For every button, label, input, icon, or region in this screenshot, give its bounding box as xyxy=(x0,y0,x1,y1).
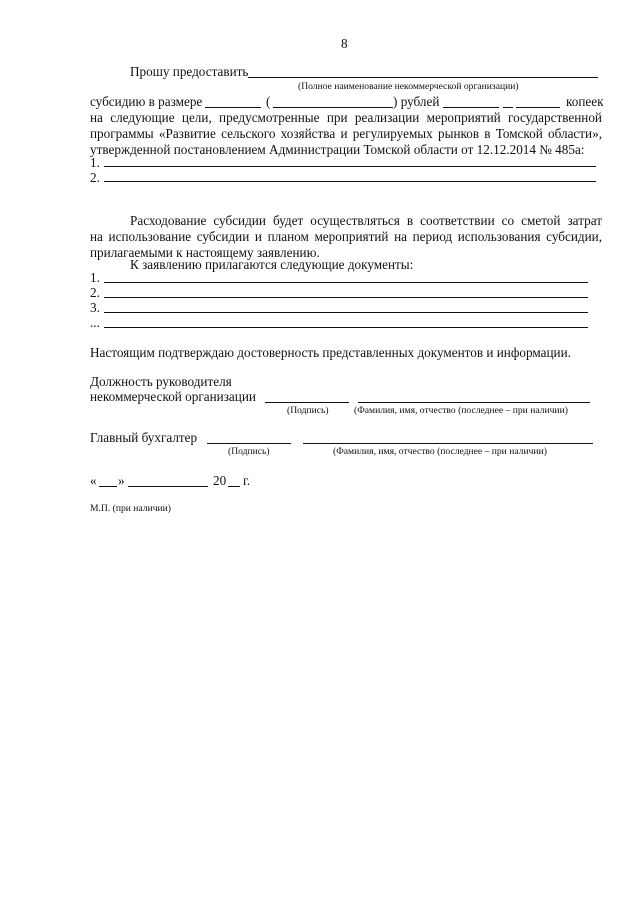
kopecks-words-blank[interactable] xyxy=(516,107,560,108)
head-name-caption: (Фамилия, имя, отчество (последнее – при наличии) xyxy=(354,405,568,416)
head-position-line-1: Должность руководителя xyxy=(90,374,232,389)
purpose-item-number: 1. xyxy=(90,155,100,170)
head-signature-blank[interactable] xyxy=(265,402,349,403)
org-name-caption: (Полное наименование некоммерческой организации) xyxy=(298,81,519,92)
accountant-name-caption: (Фамилия, имя, отчество (последнее – при наличии) xyxy=(333,446,547,457)
date-day-blank[interactable] xyxy=(99,486,117,487)
stamp-label: М.П. (при наличии) xyxy=(90,503,171,514)
accountant-name-blank[interactable] xyxy=(303,443,593,444)
org-name-blank[interactable] xyxy=(248,77,598,78)
purpose-line-1: на следующие цели, предусмотренные при реализации мероприятий государственной xyxy=(90,110,602,125)
rubles-words-blank[interactable] xyxy=(443,107,499,108)
date-month-blank[interactable] xyxy=(128,486,208,487)
rubles-label: ) рублей xyxy=(393,94,440,109)
expenditure-line-3: прилагаемыми к настоящему заявлению. xyxy=(90,245,320,260)
paren-open: ( xyxy=(266,94,271,109)
head-position-line-2: некоммерческой организации xyxy=(90,389,256,404)
accountant-label: Главный бухгалтер xyxy=(90,430,198,445)
date-year-blank[interactable] xyxy=(228,486,240,487)
accountant-signature-blank[interactable] xyxy=(207,443,291,444)
attachment-item-blank[interactable] xyxy=(104,297,588,298)
head-name-blank[interactable] xyxy=(358,402,590,403)
expenditure-line-1: Расходование субсидии будет осуществляться в соответствии со сметой затрат xyxy=(130,213,602,228)
confirmation-text: Настоящим подтверждаю достоверность представленных документов и информации. xyxy=(90,345,571,360)
date-close-quote: » xyxy=(118,473,125,488)
date-year-suffix: г. xyxy=(243,473,251,488)
date-year-prefix: 20 xyxy=(213,473,227,488)
subsidy-prefix: субсидию в размере xyxy=(90,94,203,109)
date-open-quote: « xyxy=(90,473,97,488)
page-number: 8 xyxy=(341,36,348,51)
accountant-signature-caption: (Подпись) xyxy=(228,446,270,457)
purpose-item-blank[interactable] xyxy=(104,166,596,167)
attachment-item-blank[interactable] xyxy=(104,327,588,328)
purpose-line-2: программы «Развитие сельского хозяйства и регулируемых рынков в Томской области», xyxy=(90,126,602,141)
attachment-item-number: 2. xyxy=(90,285,100,300)
attachment-item-number: ... xyxy=(90,315,100,330)
kopecks-blank[interactable] xyxy=(503,107,513,108)
purpose-item-blank[interactable] xyxy=(104,181,596,182)
expenditure-line-2: на использование субсидии и планом мероприятий на период использования субсидии, xyxy=(90,229,602,244)
purpose-item-number: 2. xyxy=(90,170,100,185)
attachment-item-blank[interactable] xyxy=(104,282,588,283)
attachment-item-number: 1. xyxy=(90,270,100,285)
attachment-item-blank[interactable] xyxy=(104,312,588,313)
request-intro: Прошу предоставить xyxy=(130,64,249,79)
purpose-line-3: утвержденной постановлением Администрации Томской области от 12.12.2014 № 485а: xyxy=(90,142,585,157)
attachments-heading: К заявлению прилагаются следующие документы: xyxy=(130,257,414,272)
head-signature-caption: (Подпись) xyxy=(287,405,329,416)
amount-words-blank[interactable] xyxy=(273,107,393,108)
kopecks-label: копеек xyxy=(566,94,604,109)
amount-digits-blank[interactable] xyxy=(205,107,261,108)
attachment-item-number: 3. xyxy=(90,300,100,315)
